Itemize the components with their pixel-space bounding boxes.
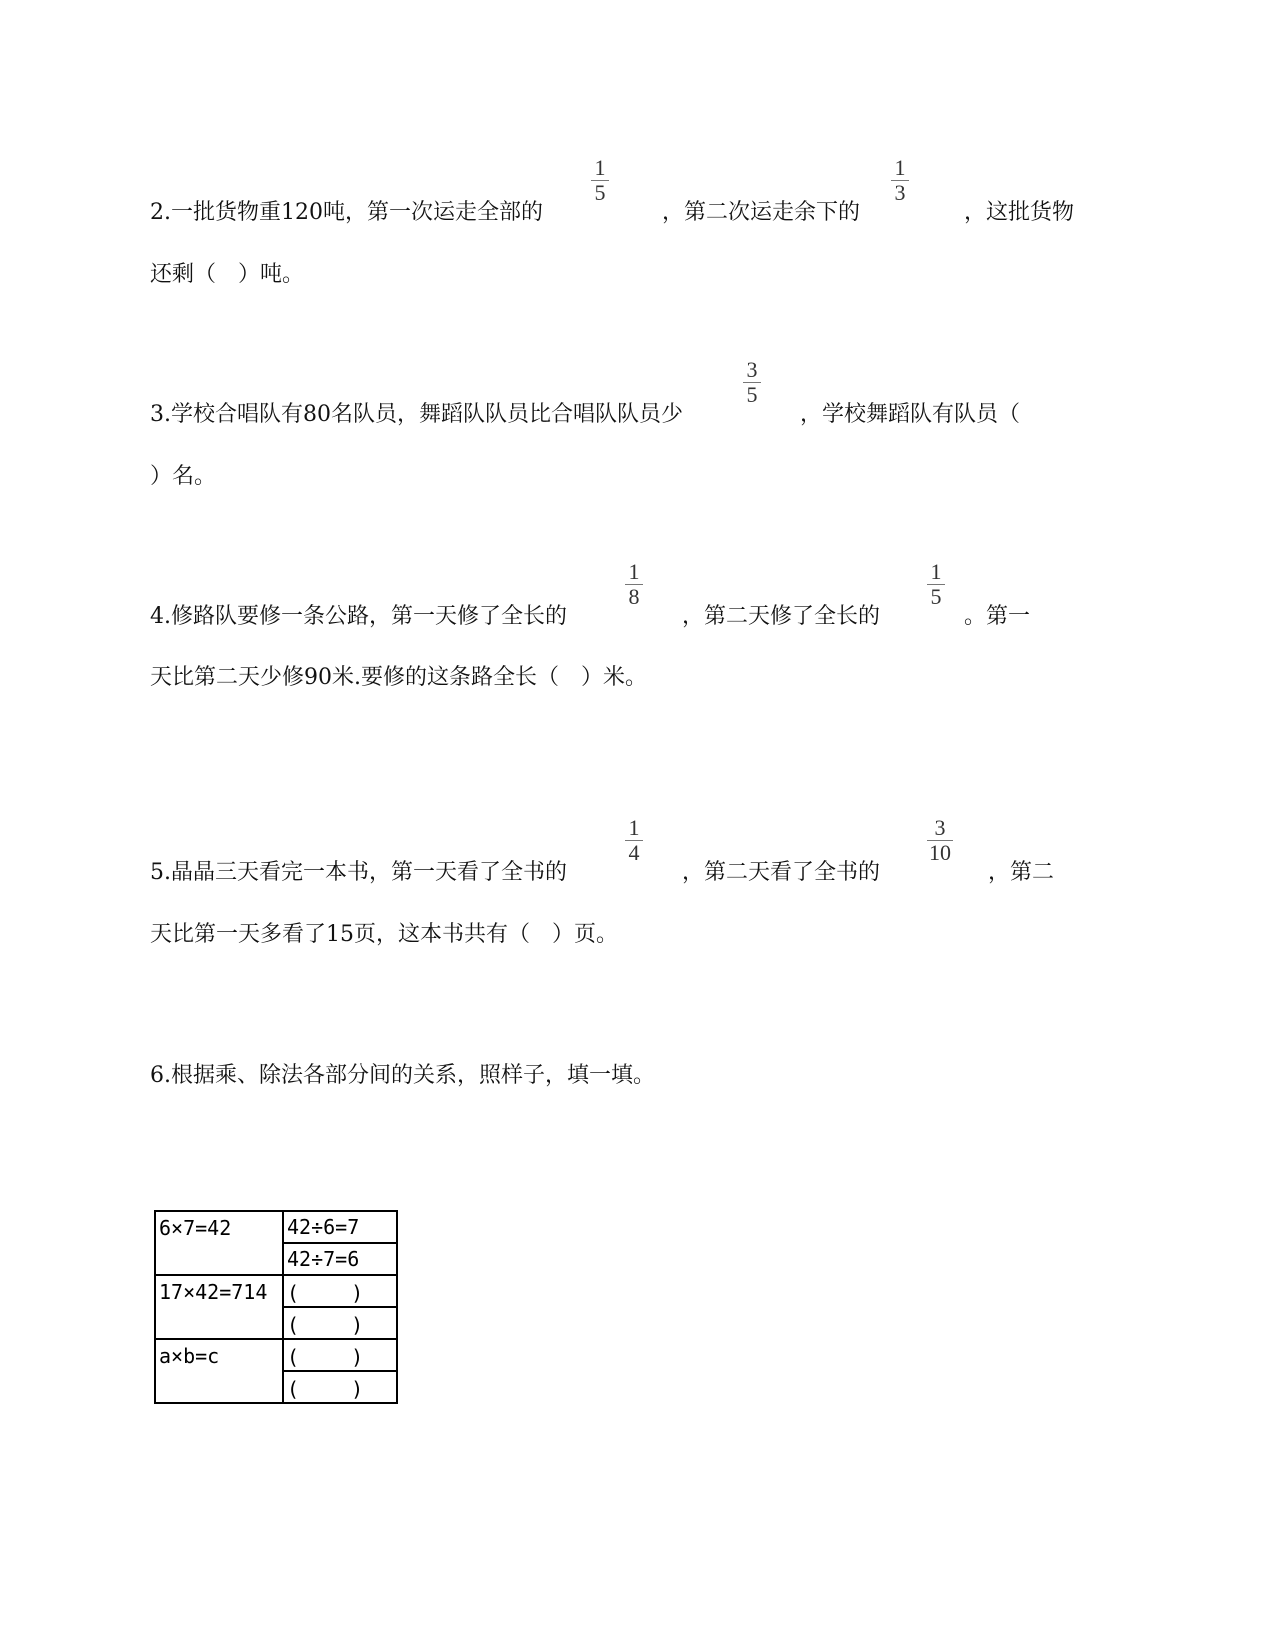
- q2-fraction-1-denominator: 5: [594, 180, 606, 205]
- q3-fraction-1-denominator: 5: [746, 382, 758, 407]
- q3-fraction-1-numerator: 3: [746, 357, 758, 382]
- q3-text-1: 3.学校合唱队有80名队员，舞蹈队队员比合唱队队员少: [150, 402, 683, 427]
- q3-text-2: ，学校舞蹈队有队员（: [800, 402, 1021, 427]
- q4-text-2: ，第二天修了全长的: [682, 604, 881, 629]
- table-cell-equation: 17×42=714: [155, 1275, 283, 1339]
- q2-fraction-2-denominator: 3: [894, 180, 906, 205]
- table-row: [155, 1211, 397, 1243]
- table-row: [155, 1339, 397, 1371]
- table-cell-blank[interactable]: ( ): [283, 1307, 397, 1339]
- q4-fraction-1-denominator: 8: [628, 584, 640, 609]
- table-cell-blank[interactable]: ( ): [283, 1339, 397, 1371]
- question-6-line-1: 6.根据乘、除法各部分间的关系，照样子，填一填。: [150, 1063, 655, 1088]
- q4-fraction-2-numerator: 1: [930, 559, 942, 584]
- q5-text-3: ，第二: [988, 860, 1055, 885]
- table-row: [155, 1275, 397, 1307]
- table-cell-blank[interactable]: ( ): [283, 1371, 397, 1403]
- q2-fraction-1: [580, 156, 620, 205]
- q3-fraction-1: [732, 358, 772, 407]
- q2-text-1: 2.一批货物重120吨，第一次运走全部的: [150, 200, 543, 225]
- q2-text-2: ，第二次运走余下的: [662, 200, 861, 225]
- q5-text-1: 5.晶晶三天看完一本书，第一天看了全书的: [150, 860, 567, 885]
- q2-fraction-2: [880, 156, 920, 205]
- q4-fraction-2: [916, 560, 956, 609]
- question-5-line-2: 天比第一天多看了15页，这本书共有（ ）页。: [150, 922, 618, 947]
- q5-fraction-1-numerator: 1: [628, 815, 640, 840]
- table-cell-equation: 6×7=42: [155, 1211, 283, 1275]
- table-cell-answer: 42÷7=6: [283, 1243, 397, 1275]
- question-3-line-2: ）名。: [150, 464, 217, 489]
- q4-fraction-2-denominator: 5: [930, 584, 942, 609]
- table-cell-answer: 42÷6=7: [283, 1211, 397, 1243]
- q5-fraction-2-numerator: 3: [934, 815, 946, 840]
- q4-text-3: 。第一: [964, 604, 1031, 629]
- q5-fraction-2: [920, 816, 960, 865]
- q5-fraction-2-denominator: 10: [929, 840, 951, 865]
- table-cell-equation: a×b=c: [155, 1339, 283, 1403]
- q4-fraction-1: [614, 560, 654, 609]
- q2-fraction-2-numerator: 1: [894, 155, 906, 180]
- question-2-line-2: 还剩（ ）吨。: [150, 262, 305, 287]
- q5-fraction-1-denominator: 4: [628, 840, 640, 865]
- multiplication-division-table: [154, 1210, 398, 1404]
- question-4-line-2: 天比第二天少修90米.要修的这条路全长（ ）米。: [150, 665, 647, 690]
- q4-fraction-1-numerator: 1: [628, 559, 640, 584]
- q5-text-2: ，第二天看了全书的: [682, 860, 881, 885]
- q5-fraction-1: [614, 816, 654, 865]
- table-cell-blank[interactable]: ( ): [283, 1275, 397, 1307]
- q4-text-1: 4.修路队要修一条公路，第一天修了全长的: [150, 604, 567, 629]
- q2-text-3: ，这批货物: [964, 200, 1075, 225]
- q2-fraction-1-numerator: 1: [594, 155, 606, 180]
